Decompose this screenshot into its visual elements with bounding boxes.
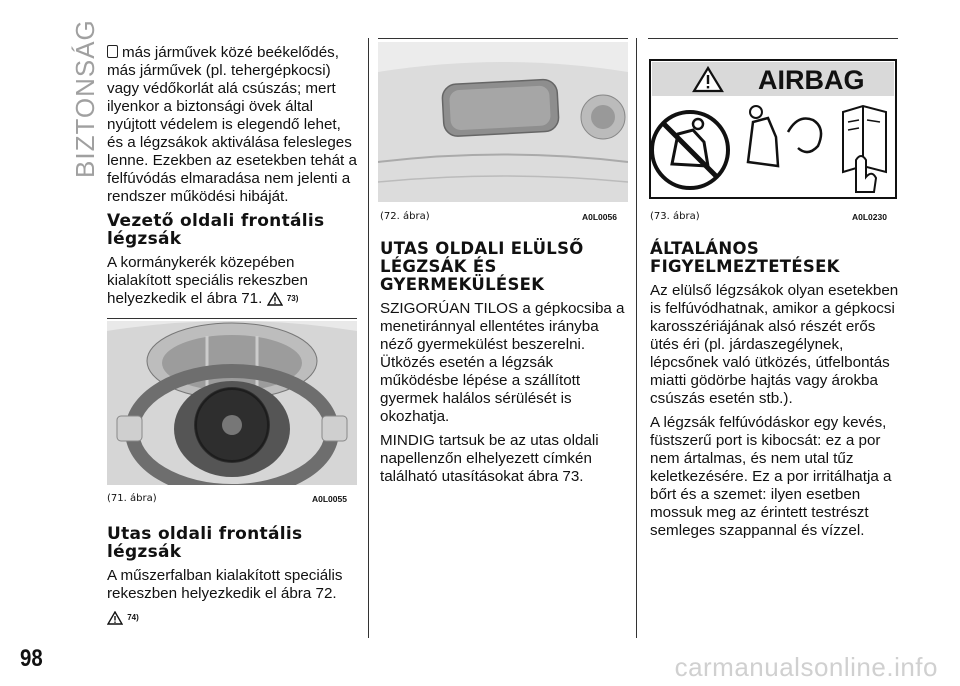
warning-triangle-icon: [267, 292, 283, 306]
heading-general-warnings: ÁLTALÁNOS FIGYELMEZTETÉSEK: [650, 239, 840, 276]
heading-driver-airbag: Vezető oldali frontális légzsák: [107, 211, 325, 249]
driver-airbag-paragraph: [107, 254, 357, 308]
bullet-icon: [107, 45, 118, 58]
general-warnings-paragraph-1: Az elülső légzsákok olyan esetekben is felfúvódhatnak, amikor a gépkocsi karosszériájának alsó részét erős ütés éri (pl. járdaszegélynek, lépcsőnek való ütközés, útfelbontás miatti gödörbe hajtás vagy árokba csúszás esetén stb.).: [650, 282, 899, 407]
column-divider-2: [636, 38, 637, 638]
sun-visor-label-paragraph: MINDIG tartsuk be az utas oldali napellenzőn elhelyezett címkén található utasításokat ábra 73.: [380, 432, 599, 485]
passenger-airbag-warning: [107, 609, 357, 627]
warning-ref-74: 74): [127, 613, 139, 622]
figure-71-caption: (71. ábra): [107, 493, 157, 504]
intro-text: más járművek közé beékelődés, más járművek (pl. tehergépkocsi) vagy védőkorlát alá csúszás; mert ilyenkor a biztonsági övek által nyújtott védelem is elegendő lehet, és a légzsákok aktiválása felesleges lenne. Ezekben az esetekben tehát a felfúvódás elmaradása nem jelenti a rendszer működési hibáját.: [107, 44, 357, 205]
driver-airbag-text: A kormánykerék közepében kialakított speciális rekeszben helyezkedik el ábra 71.: [107, 254, 308, 308]
section-side-title-text: BIZTONSÁG: [70, 19, 100, 178]
airbag-label-text: AIRBAG: [758, 65, 865, 95]
column-3: [650, 240, 900, 546]
figure-73-code: A0L0230: [852, 212, 887, 222]
figure-73-airbag-label-image: [648, 42, 898, 202]
figure-72-top-rule: [378, 38, 628, 39]
figure-71-top-rule: [107, 318, 357, 319]
figure-71-code: A0L0055: [312, 494, 347, 504]
figure-73-top-rule: [648, 38, 898, 39]
child-seat-warning-paragraph: SZIGORÚAN TILOS a gépkocsiba a menetiránnyal ellentétes irányba néző gyermekülést beszerelni. Ütközés esetén a légzsák működésbe lépése a szállított gyermek halálos sérülését is okozhatja.: [380, 300, 625, 425]
general-warnings-paragraph-2: A légzsák felfúvódáskor egy kevés, füstszerű port is kibocsát: ez a por nem ártalmas, és nem utal tűz keletkezésére. Ez a por irritálhatja a bőrt és a szemet: ilyen esetben mossuk meg az érintett testrészt semleges szappannal és vízzel.: [650, 414, 892, 539]
passenger-airbag-paragraph: A műszerfalban kialakított speciális rekeszben helyezkedik el ábra 72.: [107, 567, 343, 602]
heading-passenger-airbag-child-seats: UTAS OLDALI ELÜLSŐ LÉGZSÁK ÉS GYERMEKÜLÉSEK: [380, 239, 584, 294]
page-number: 98: [20, 645, 43, 672]
heading-passenger-airbag: Utas oldali frontális légzsák: [107, 524, 303, 562]
intro-paragraph: [107, 44, 357, 206]
column-divider-1: [368, 38, 369, 638]
figure-73-caption: (73. ábra): [650, 211, 700, 222]
warning-ref-73: 73): [286, 294, 299, 303]
column-2: [380, 240, 628, 492]
figure-71-steering-wheel-image: [107, 321, 357, 485]
warning-triangle-icon: [107, 611, 123, 625]
section-side-title: [38, 19, 100, 180]
figure-72-dashboard-image: [378, 42, 628, 202]
figure-72-code: A0L0056: [582, 212, 617, 222]
column-1-lower: [107, 525, 357, 633]
figure-72-caption: (72. ábra): [380, 211, 430, 222]
column-1: [107, 44, 357, 314]
footer-watermark: carmanualsonline.info: [674, 652, 938, 682]
